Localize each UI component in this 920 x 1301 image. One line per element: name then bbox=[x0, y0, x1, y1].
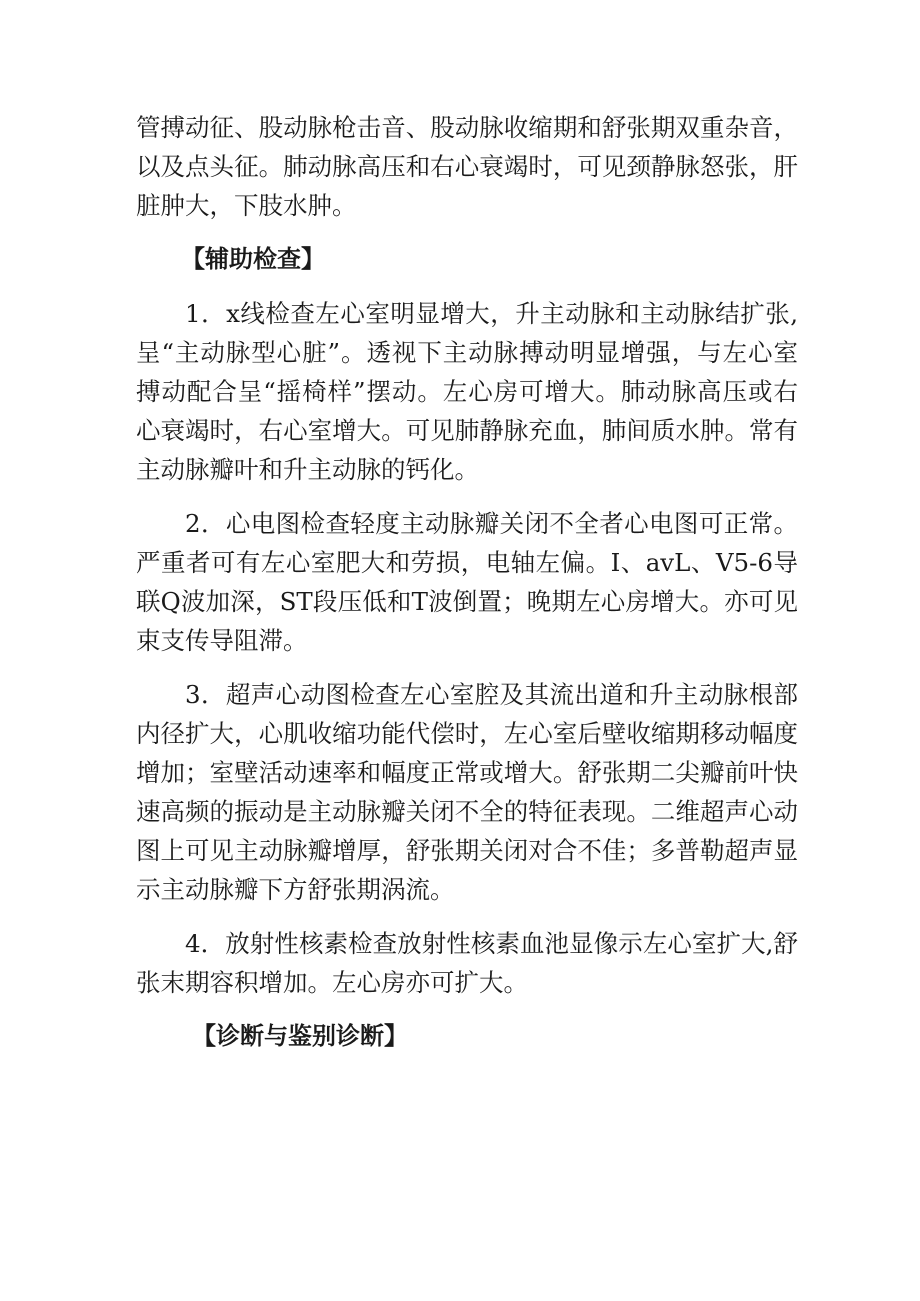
paragraph-echocardiography: 3．超声心动图检查左心室腔及其流出道和升主动脉根部内径扩大，心肌收缩功能代偿时，左心室后壁收缩期移动幅度增加；室壁活动速率和幅度正常或增大。舒张期二尖瓣前叶快速高频的振动是主动脉瓣关闭不全的特征表现。二维超声心动图上可见主动脉瓣增厚，舒张期关闭对合不佳；多普勒超声显示主动脉瓣下方舒张期涡流。 bbox=[136, 680, 798, 904]
paragraph-radionuclide: 4．放射性核素检查放射性核素血池显像示左心室扩大,舒张末期容积增加。左心房亦可扩大。 bbox=[136, 929, 798, 997]
paragraph-xray: 1．x线检查左心室明显增大，升主动脉和主动脉结扩张,呈“主动脉型心脏”。透视下主动脉搏动明显增强，与左心室搏动配合呈“摇椅样”摆动。左心房可增大。肺动脉高压或右心衰竭时，右心室增大。可见肺静脉充血，肺间质水肿。常有主动脉瓣叶和升主动脉的钙化。 bbox=[136, 299, 798, 484]
section-heading-diagnosis: 【诊断与鉴别诊断】 bbox=[192, 1022, 408, 1050]
paragraph-continuation: 管搏动征、股动脉枪击音、股动脉收缩期和舒张期双重杂音，以及点头征。肺动脉高压和右心衰竭时，可见颈静脉怒张，肝脏肿大，下肢水肿。 bbox=[136, 113, 798, 220]
paragraph-ecg: 2．心电图检查轻度主动脉瓣关闭不全者心电图可正常。严重者可有左心室肥大和劳损，电轴左偏。I、avL、V5-6导联Q波加深，ST段压低和T波倒置；晚期左心房增大。亦可见束支传导阻滞。 bbox=[136, 509, 798, 655]
section-heading-auxiliary-exams: 【辅助检查】 bbox=[181, 245, 325, 273]
document-body bbox=[136, 108, 798, 1071]
